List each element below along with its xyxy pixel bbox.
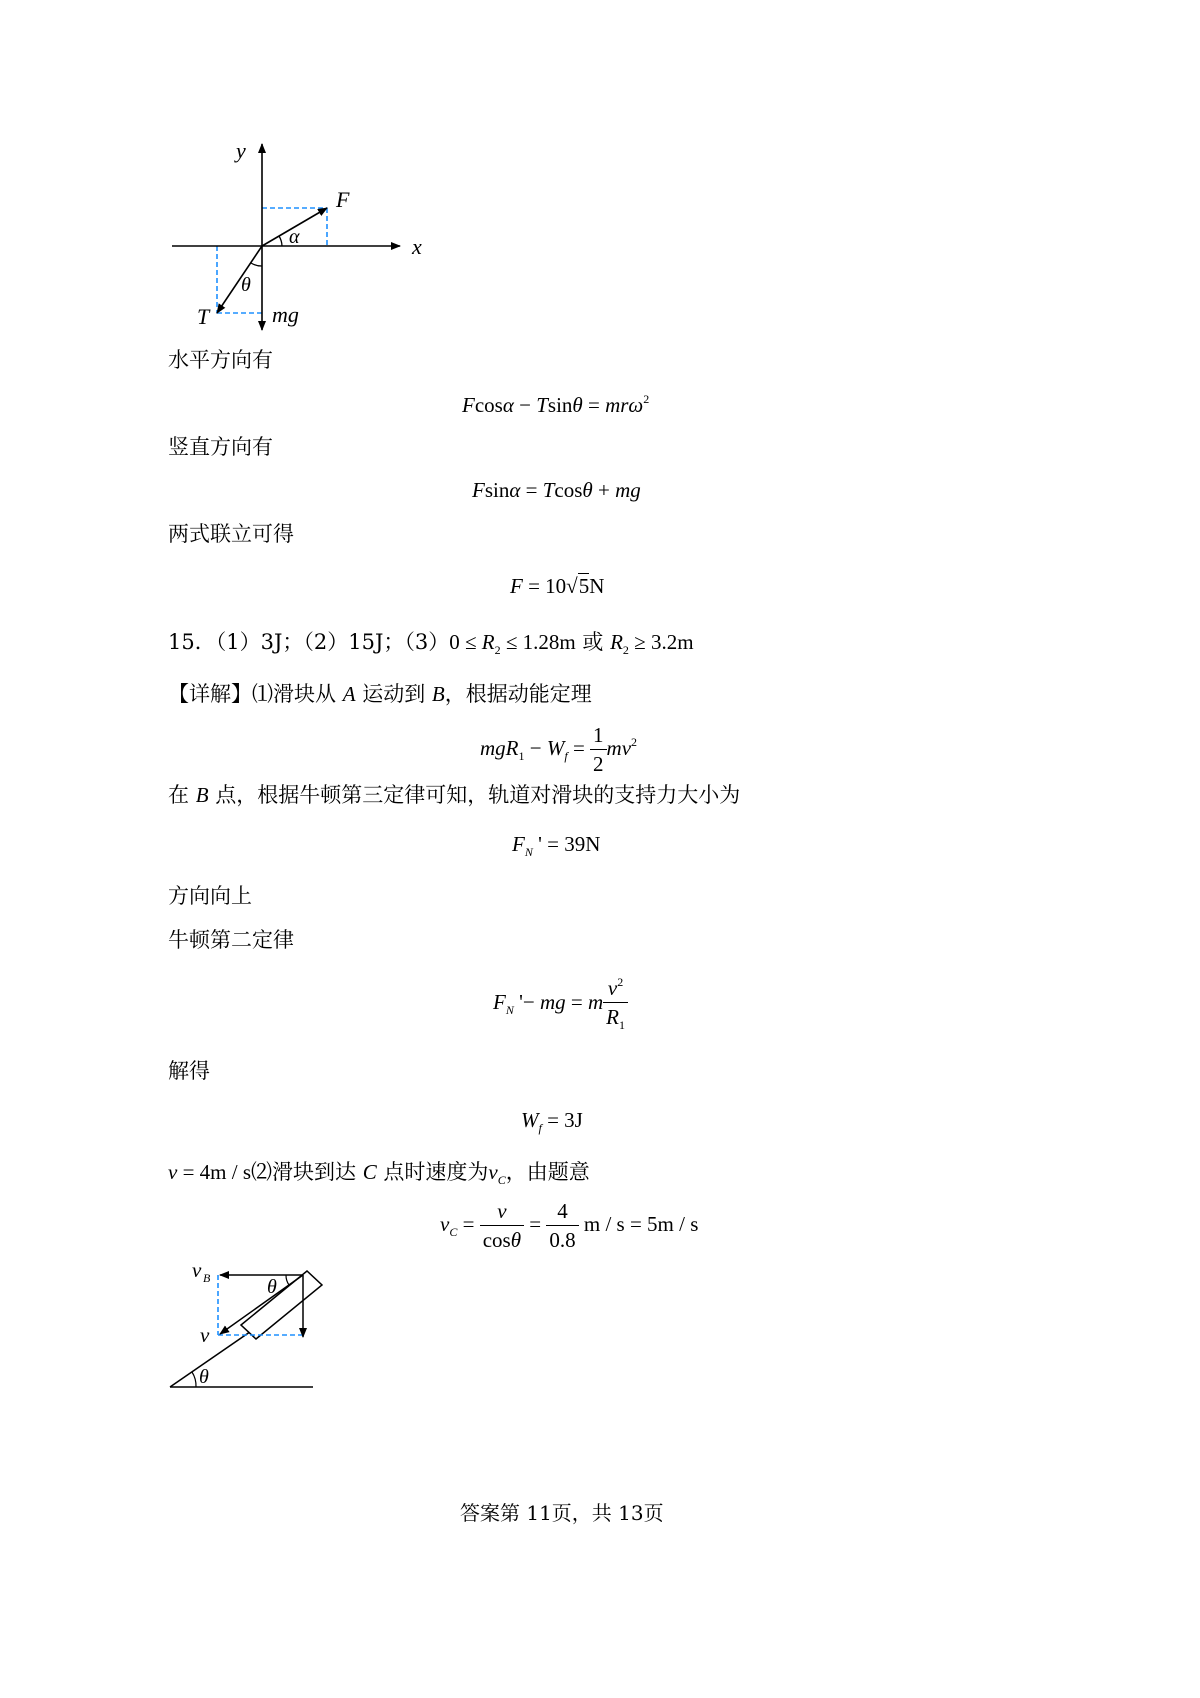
rod [241,1271,322,1339]
label-y: y [236,138,246,163]
equation-3: F = 10√5N [510,574,605,598]
q15-prefix: 15．（1）3J；（2）15J；（3） [168,630,450,654]
equation-1: Fcosα − Tsinθ = mrω$^2$ [462,392,650,417]
label-f: F [336,187,350,212]
equation-5: $F_N$ ' = 39N [512,832,601,859]
force-diagram [170,138,440,338]
label-vb-sub: B [203,1271,211,1285]
label-x: x [412,234,422,259]
label-v: v [200,1323,210,1347]
text-vertical: 竖直方向有 [168,435,273,459]
label-vb: v [192,1258,202,1282]
text-solve: 解得 [168,1059,210,1083]
theta-bottom-arc [192,1372,196,1387]
equation-2: Fsinα = Tcosθ + mg [472,478,641,502]
q15-answer: 15．（1）3J；（2）15J；$(3)0 \le R_2 \le 1.28m$ 或 $R_2 \ge 3.2m$ [168,630,694,657]
text-direction: 方向向上 [168,884,252,908]
theta-top-arc [286,1275,289,1285]
label-mg: mg [272,302,299,327]
theta-arc [251,263,262,266]
label-alpha: α [289,226,300,248]
equation-7: $W_f = 3J$ [521,1108,583,1135]
text-newton2: 牛顿第二定律 [168,928,294,952]
equation-6: $F_N$ '− mg = m $\frac{v^2}{R_1}$ [493,976,628,1032]
text-combine: 两式联立可得 [168,522,294,546]
at-b-line: 在 B 点，根据牛顿第三定律可知，轨道对滑块的支持力大小为 [168,783,741,807]
page-footer: 答案第 11页，共 13页 [460,1501,664,1525]
equation-8: $v_C$ = $\frac{v}{\cos\theta}$ = $\frac{4}{0.8}$ m / s = 5m / s [440,1199,699,1253]
velocity-line: v = 4m / s⑵滑块到达 C 点时速度为$v_C$，由题意 [168,1160,590,1187]
velocity-diagram [168,1255,338,1395]
equation-4: $mgR_1 - W_f$ = $\frac{1}{2}$ $mv^2$ [480,723,638,777]
label-t: T [197,304,210,329]
detail-line: 【详解】⑴滑块从 A 运动到 B，根据动能定理 [168,682,592,706]
label-theta-bottom: θ [199,1366,209,1388]
text-horizontal: 水平方向有 [168,348,273,372]
alpha-arc [279,236,282,246]
label-theta: θ [241,274,251,296]
projection-lines [217,208,327,313]
detail-tag: 【详解】 [168,682,252,706]
label-theta-top: θ [267,1276,277,1298]
q15-or: 或 [582,630,604,654]
t-arrow [217,246,262,313]
